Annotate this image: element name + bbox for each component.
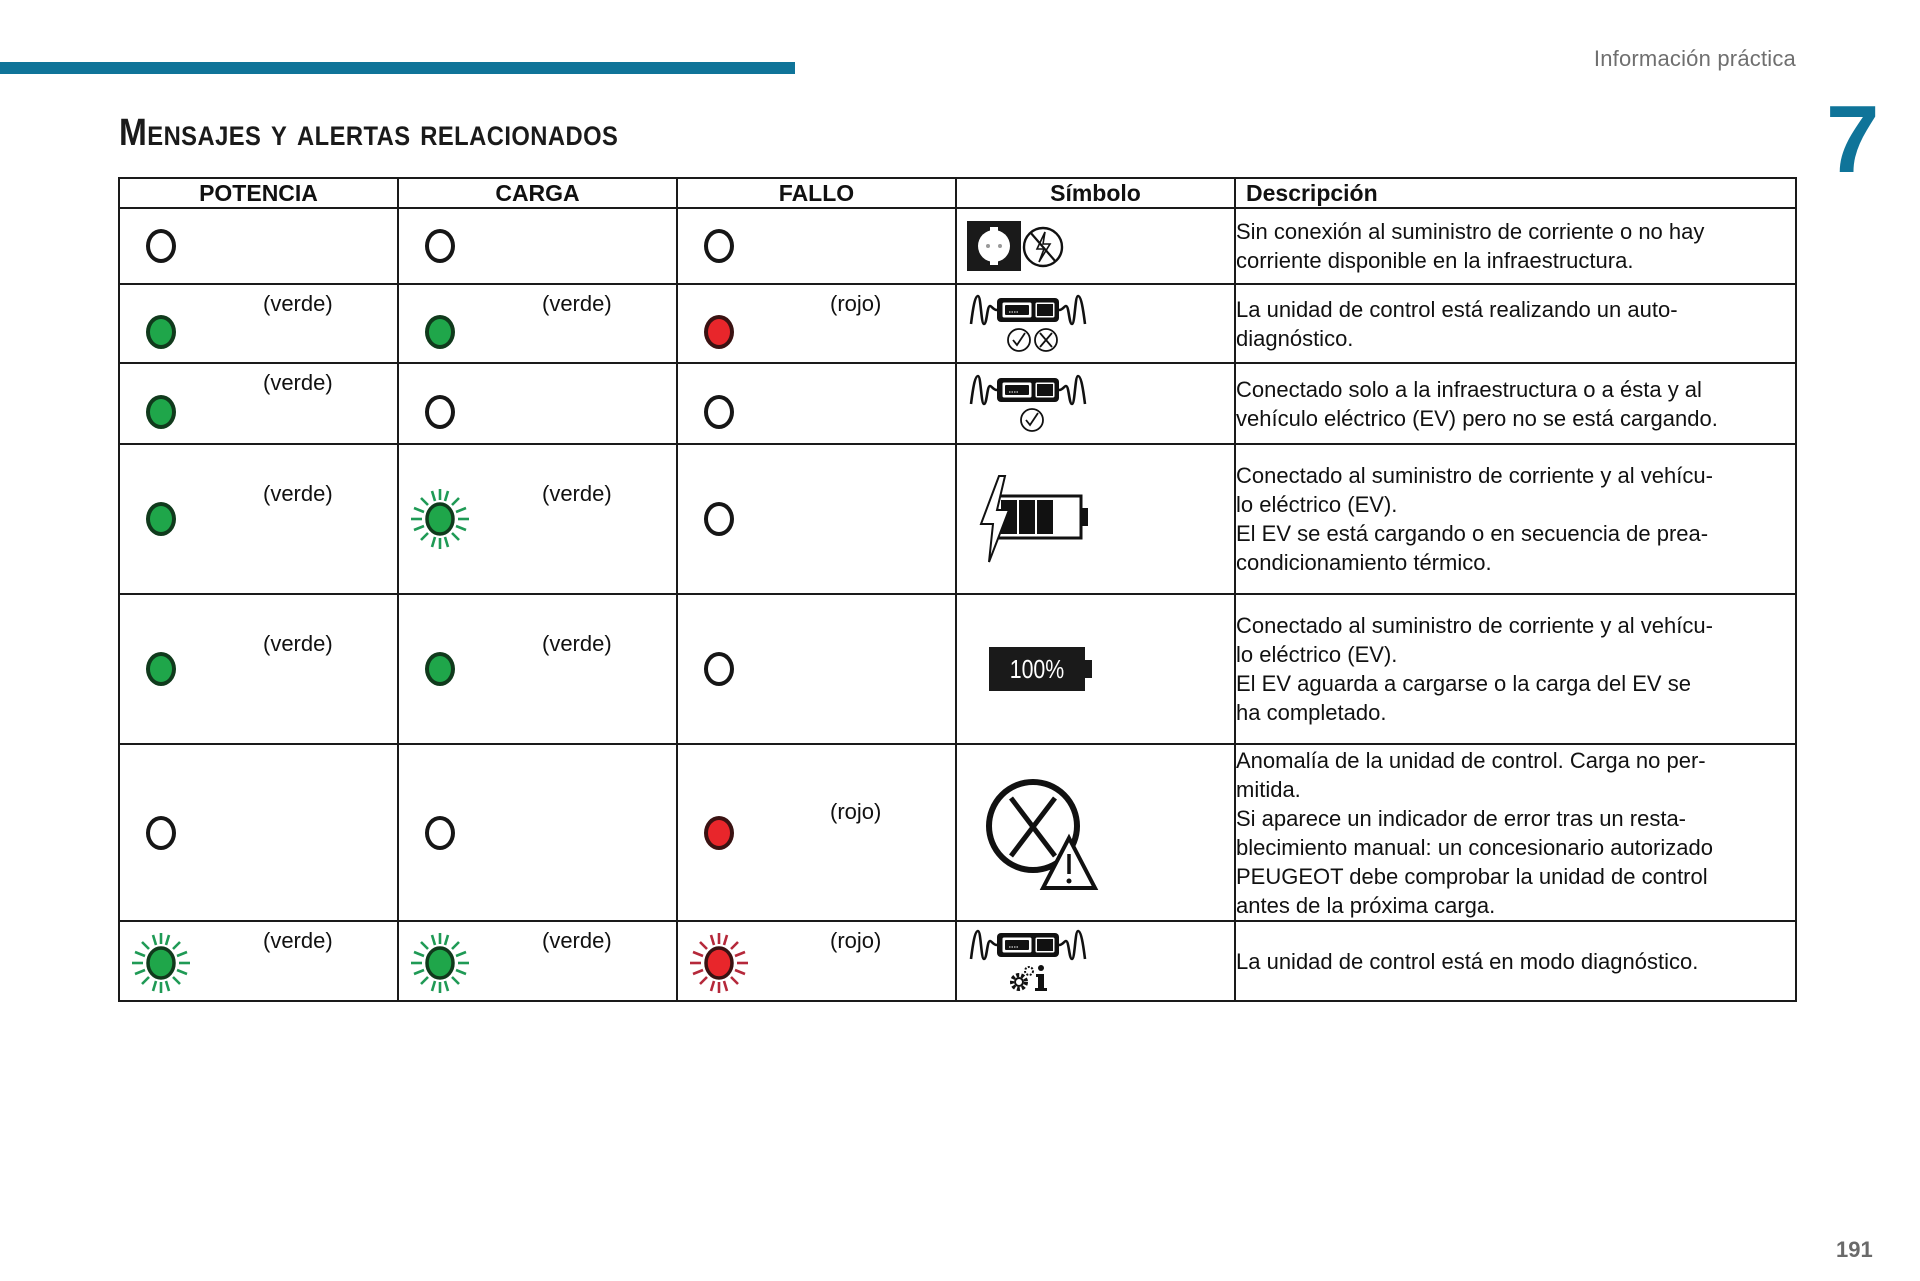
fallo-cell (677, 594, 956, 744)
carga-cell: (verde) (398, 444, 677, 594)
led-green-icon (146, 395, 176, 429)
potencia-cell: (verde) (119, 444, 398, 594)
chapter-number: 7 (1826, 86, 1880, 193)
column-header-carga: CARGA (398, 178, 677, 208)
column-header-fallo: FALLO (677, 178, 956, 208)
led-off-icon (425, 395, 455, 429)
led-green-icon (425, 652, 455, 686)
table-row (119, 284, 1796, 363)
fallo-cell: (rojo) (677, 744, 956, 921)
potencia-cell: (verde) (119, 363, 398, 444)
led-off-icon (425, 229, 455, 263)
description-cell: Conectado solo a la infraestructura o a ésta y al vehículo eléctrico (EV) pero no se está cargando. (1235, 363, 1796, 444)
symbol-cell (956, 594, 1235, 744)
control-unit-icon (967, 929, 1091, 963)
table-row (119, 594, 1796, 744)
carga-cell: (verde) (398, 594, 677, 744)
led-green-icon (146, 502, 176, 536)
led-off-icon (704, 395, 734, 429)
led-off-icon (146, 229, 176, 263)
section-label: Información práctica (1593, 46, 1796, 71)
battery-charging-icon (979, 474, 1091, 564)
carga-cell (398, 363, 677, 444)
fallo-cell: (rojo) (677, 284, 956, 363)
description-cell: Conectado al suministro de corriente y al vehícu- lo eléctrico (EV). El EV se está cargando o en secuencia de prea- condicionamiento térmico. (1235, 444, 1796, 594)
symbol-cell (956, 444, 1235, 594)
description-cell: Conectado al suministro de corriente y al vehícu- lo eléctrico (EV). El EV aguarda a cargarse o la carga del EV se ha completado. (1235, 594, 1796, 744)
column-header-simbolo: Símbolo (956, 178, 1235, 208)
potencia-cell (119, 744, 398, 921)
alerts-table (118, 177, 1797, 1002)
potencia-cell: (verde) (119, 284, 398, 363)
control-unit-icon (967, 294, 1091, 328)
potencia-cell: (verde) (119, 594, 398, 744)
gears-info-icon (967, 963, 1091, 993)
potencia-cell (119, 208, 398, 284)
carga-cell (398, 744, 677, 921)
potencia-cell: (verde) (119, 921, 398, 1001)
fallo-cell (677, 208, 956, 284)
symbol-cell (956, 921, 1235, 1001)
symbol-cell (956, 744, 1235, 921)
page-number: 191 (1836, 1237, 1873, 1262)
fallo-cell (677, 444, 956, 594)
symbol-cell (956, 208, 1235, 284)
table-row (119, 363, 1796, 444)
led-red-blinking-icon (688, 930, 750, 996)
led-green-blinking-icon (130, 930, 192, 996)
socket-no-power-icon (967, 219, 1067, 273)
fault-warning-icon (985, 774, 1101, 892)
check-icon (967, 406, 1091, 434)
symbol-cell (956, 363, 1235, 444)
fallo-cell: (rojo) (677, 921, 956, 1001)
led-red-icon (704, 816, 734, 850)
carga-cell: (verde) (398, 921, 677, 1001)
description-cell: Sin conexión al suministro de corriente o no hay corriente disponible en la infraestructura. (1235, 208, 1796, 284)
led-red-icon (704, 315, 734, 349)
header-accent-bar (0, 62, 795, 74)
table-row (119, 208, 1796, 284)
table-row (119, 921, 1796, 1001)
led-off-icon (704, 229, 734, 263)
led-green-icon (425, 315, 455, 349)
column-header-potencia: POTENCIA (119, 178, 398, 208)
led-off-icon (425, 816, 455, 850)
symbol-cell (956, 284, 1235, 363)
led-green-icon (146, 652, 176, 686)
led-green-blinking-icon (409, 486, 471, 552)
led-green-blinking-icon (409, 930, 471, 996)
svg-text:100%: 100% (1009, 655, 1065, 685)
carga-cell: (verde) (398, 284, 677, 363)
battery-full-icon (989, 645, 1095, 693)
page-title: Mensajes y alertas relacionados (119, 112, 619, 154)
column-header-descripcion: Descripción (1235, 178, 1796, 208)
description-cell: La unidad de control está en modo diagnóstico. (1235, 921, 1796, 1001)
description-cell: La unidad de control está realizando un auto- diagnóstico. (1235, 284, 1796, 363)
carga-cell (398, 208, 677, 284)
led-off-icon (146, 816, 176, 850)
led-green-icon (146, 315, 176, 349)
table-row (119, 744, 1796, 921)
table-header-row (119, 178, 1796, 208)
control-unit-icon (967, 374, 1091, 408)
description-cell: Anomalía de la unidad de control. Carga no per- mitida. Si aparece un indicador de error tras un resta- blecimiento manual: un concesionario autorizado PEUGEOT debe comprobar la unidad de control antes de la próxima carga. (1235, 744, 1796, 921)
led-off-icon (704, 652, 734, 686)
led-off-icon (704, 502, 734, 536)
check-cross-icon (967, 326, 1091, 354)
table-row (119, 444, 1796, 594)
fallo-cell (677, 363, 956, 444)
